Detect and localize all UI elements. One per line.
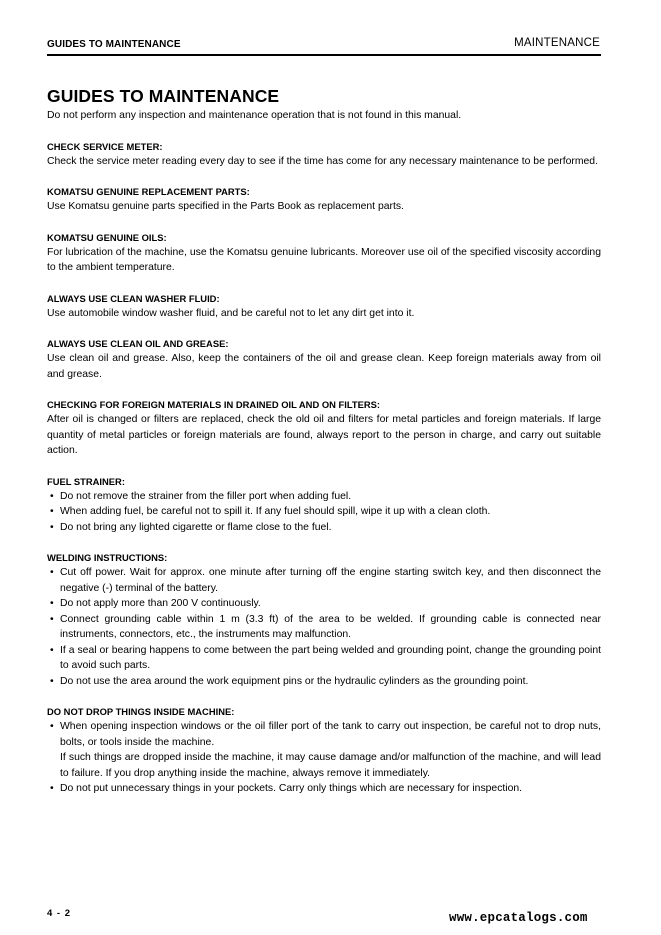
list-item: • If a seal or bearing happens to come between the part being welded and grounding point, change the grounding point to avoid such parts. bbox=[50, 644, 601, 671]
website-watermark: www.epcatalogs.com bbox=[449, 911, 588, 925]
section-oil-grease bbox=[47, 337, 601, 382]
page-content bbox=[47, 86, 601, 797]
bullet-icon: • bbox=[50, 521, 54, 533]
bullet-icon: • bbox=[50, 613, 54, 625]
bullet-list bbox=[47, 565, 601, 689]
page-title: GUIDES TO MAINTENANCE bbox=[47, 86, 280, 106]
section-washer-fluid bbox=[47, 292, 601, 322]
bullet-icon: • bbox=[50, 721, 54, 732]
list-item: • Connect grounding cable within 1 m (3.3 ft) of the area to be welded. If grounding cable is connected near instruments, connectors, etc., the instruments may malfunction. bbox=[50, 613, 601, 640]
section-genuine-oils bbox=[47, 231, 601, 276]
section-fuel-strainer bbox=[47, 475, 601, 536]
list-item: • Do not apply more than 200 V continuously. bbox=[47, 596, 601, 612]
section-text: After oil is changed or filters are replaced, check the old oil and filters for metal particles and foreign materials. If large quantity of metal particles or foreign materials are found, always report to the person in charge, and carry out suitable action. bbox=[47, 414, 601, 456]
section-heading: CHECK SERVICE METER: bbox=[47, 140, 163, 152]
section-text: For lubrication of the machine, use the Komatsu genuine lubricants. Moreover use oil of the specified viscosity according to the ambient temperature. bbox=[47, 246, 601, 273]
list-item: • Do not put unnecessary things in your pockets. Carry only things which are necessary for inspection. bbox=[47, 781, 601, 797]
section-heading: WELDING INSTRUCTIONS: bbox=[47, 552, 168, 563]
list-item: • When adding fuel, be careful not to spill it. If any fuel should spill, wipe it up with a clean cloth. bbox=[47, 504, 601, 520]
section-heading: KOMATSU GENUINE REPLACEMENT PARTS: bbox=[47, 186, 250, 197]
list-item-continuation: If such things are dropped inside the machine, it may cause damage and/or malfunction of the machine, and will lead to failure. If you drop anything inside the machine, always remove it immediately. bbox=[60, 752, 601, 779]
section-text: Use clean oil and grease. Also, keep the containers of the oil and grease clean. Keep foreign materials away from oil and grease. bbox=[47, 353, 601, 380]
section-heading: KOMATSU GENUINE OILS: bbox=[47, 231, 167, 243]
section-heading: FUEL STRAINER: bbox=[47, 475, 125, 487]
section-heading: ALWAYS USE CLEAN OIL AND GREASE: bbox=[47, 338, 229, 349]
bullet-list bbox=[47, 489, 601, 536]
running-header-title: GUIDES TO MAINTENANCE bbox=[47, 39, 181, 50]
bullet-icon: • bbox=[50, 675, 54, 687]
list-item: • Do not remove the strainer from the filler port when adding fuel. bbox=[47, 489, 601, 505]
list-item: • When opening inspection windows or the oil filler port of the tank to carry out inspection, be careful not to drop nuts, bolts, or tools inside the machine. If such things are dropped inside the machine, it may cause damage and/or malfunction of the machine, and will lead to failure. If you drop anything inside the machine, always remove it immediately. bbox=[47, 719, 601, 781]
section-do-not-drop bbox=[47, 705, 601, 797]
section-foreign-materials bbox=[47, 398, 601, 459]
section-genuine-parts bbox=[47, 185, 601, 215]
section-heading: CHECKING FOR FOREIGN MATERIALS IN DRAINED OIL AND ON FILTERS: bbox=[47, 399, 380, 410]
section-text: Use automobile window washer fluid, and be careful not to let any dirt get into it. bbox=[47, 307, 415, 319]
section-check-service-meter bbox=[47, 140, 601, 170]
bullet-icon: • bbox=[50, 644, 54, 656]
section-heading: DO NOT DROP THINGS INSIDE MACHINE: bbox=[47, 706, 235, 717]
bullet-icon: • bbox=[50, 490, 54, 502]
bullet-list bbox=[47, 719, 601, 797]
intro-text: Do not perform any inspection and maintenance operation that is not found in this manual. bbox=[47, 110, 462, 121]
list-item: • Do not use the area around the work equipment pins or the hydraulic cylinders as the grounding point. bbox=[47, 674, 601, 690]
bullet-icon: • bbox=[50, 598, 54, 609]
page-number: 4 - 2 bbox=[47, 908, 72, 919]
section-welding bbox=[47, 551, 601, 689]
bullet-icon: • bbox=[50, 567, 54, 578]
bullet-icon: • bbox=[50, 783, 54, 794]
list-item: • Cut off power. Wait for approx. one minute after turning off the engine starting switch key, and then disconnect the negative (-) terminal of the battery. bbox=[50, 567, 601, 594]
running-header-chapter: MAINTENANCE bbox=[514, 37, 600, 49]
bullet-icon: • bbox=[50, 506, 54, 517]
header-rule bbox=[47, 54, 601, 56]
section-heading: ALWAYS USE CLEAN WASHER FLUID: bbox=[47, 292, 220, 304]
list-item: • Do not bring any lighted cigarette or flame close to the fuel. bbox=[47, 520, 601, 536]
section-text: Check the service meter reading every day to see if the time has come for any necessary maintenance to be performed. bbox=[47, 155, 598, 167]
section-text: Use Komatsu genuine parts specified in the Parts Book as replacement parts. bbox=[47, 201, 404, 212]
